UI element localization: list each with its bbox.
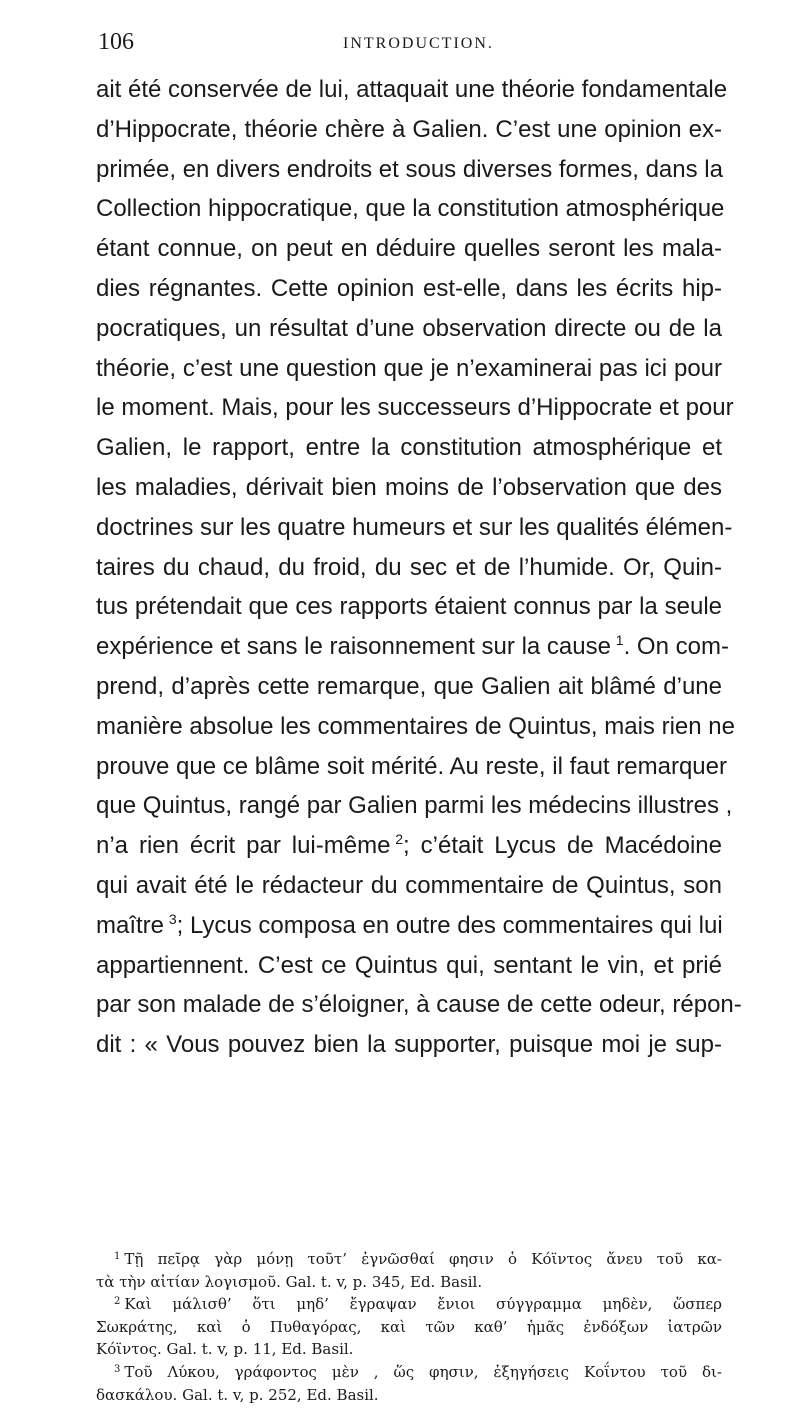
text-line: ait été conservée de lui, attaquait une théorie fondamentale <box>96 76 728 103</box>
text-line: par son malade de s’éloigner, à cause de cette odeur, répon- <box>96 991 742 1019</box>
text-fragment: ; Lycus composa en outre des commentaires qui lui <box>176 911 723 939</box>
footnote-2 <box>96 1293 722 1361</box>
body-text <box>96 70 742 1065</box>
text-line: Galien, le rapport, entre la constitution atmosphérique et <box>96 434 722 462</box>
footnote-3 <box>96 1361 722 1406</box>
text-fragment: . On com- <box>623 633 729 661</box>
text-line <box>96 627 729 667</box>
footnote-line <box>96 1248 722 1271</box>
text-line: qui avait été le rédacteur du commentaire de Quintus, son <box>96 871 722 899</box>
text-line: taires du chaud, du froid, du sec et de l’humide. Or, Quin- <box>96 553 722 581</box>
footnote-mark: 1 <box>114 1251 121 1262</box>
text-line: prend, d’après cette remarque, que Galien ait blâmé d’une <box>96 672 722 700</box>
footnotes <box>96 1248 722 1406</box>
footnote-line: Κόϊντος. Gal. t. v, p. 11, Ed. Basil. <box>96 1340 354 1359</box>
text-line: dies régnantes. Cette opinion est-elle, dans les écrits hip- <box>96 274 722 302</box>
footnote-mark: 2 <box>114 1296 121 1308</box>
running-head <box>98 22 728 62</box>
text-line: les maladies, dérivait bien moins de l’observation que des <box>96 473 722 501</box>
footnote-line: δασκάλου. Gal. t. v, p. 252, Ed. Basil. <box>96 1385 379 1404</box>
text-line: d’Hippocrate, théorie chère à Galien. C’est une opinion ex- <box>96 115 722 143</box>
footnote-line <box>96 1293 722 1316</box>
footnote-line: Σωκράτης, καὶ ὁ Πυθαγόρας, καὶ τῶν καθ’ ἡμᾶς ἐνδόξων ἰατρῶν <box>96 1317 722 1336</box>
text-fragment: expérience et sans le raisonnement sur la cause <box>96 633 611 661</box>
text-line: Collection hippocratique, que la constitution atmosphérique <box>96 195 725 223</box>
text-line: primée, en divers endroits et sous diverses formes, dans la <box>96 155 723 183</box>
page-number: 106 <box>98 29 134 55</box>
text-line: tus prétendait que ces rapports étaient connus par la seule <box>96 593 722 621</box>
footnote-text: Τῇ πεῖρᾳ γὰρ μόνῃ τοῦτ’ ἐγνῶσθαί φησιν ὁ Κόϊντος ἄνευ τοῦ κα- <box>124 1250 722 1268</box>
text-line: théorie, c’est une question que je n’examinerai pas ici pour <box>96 354 722 382</box>
text-line: que Quintus, rangé par Galien parmi les médecins illustres , <box>96 792 733 820</box>
text-fragment: maître <box>96 911 165 939</box>
footnote-mark: 3 <box>114 1363 121 1375</box>
text-fragment: n’a rien écrit par lui-même <box>96 832 391 860</box>
footnote-line <box>96 1361 722 1384</box>
text-line: pocratiques, un résultat d’une observation directe ou de la <box>96 314 722 342</box>
text-fragment: ; c’était Lycus de Macédoine <box>403 832 722 860</box>
text-line: doctrines sur les quatre humeurs et sur les qualités élémen- <box>96 513 733 541</box>
text-line: dit : « Vous pouvez bien la supporter, puisque moi je sup- <box>96 1031 722 1059</box>
text-line <box>96 826 722 866</box>
text-line: prouve que ce blâme soit mérité. Au reste, il faut remarquer <box>96 752 727 780</box>
text-line: le moment. Mais, pour les successeurs d’Hippocrate et pour <box>96 394 734 422</box>
footnote-text: Καὶ μάλισθ’ ὅτι μηδ’ ἔγραψαν ἔνιοι σύγγραμμα μηδὲν, ὥσπερ <box>124 1295 722 1314</box>
section-title: INTRODUCTION. <box>343 35 494 52</box>
text-line: étant connue, on peut en déduire quelles seront les mala- <box>96 235 722 263</box>
footnote-line: τὰ τὴν αἰτίαν λογισμοῦ. Gal. t. v, p. 345, Ed. Basil. <box>96 1272 483 1291</box>
text-line: manière absolue les commentaires de Quintus, mais rien ne <box>96 712 735 740</box>
note-ref-2[interactable]: 2 <box>395 831 404 848</box>
text-line <box>96 906 722 946</box>
note-ref-1[interactable]: 1 <box>615 632 624 649</box>
footnote-text: Τοῦ Λύκου, γράφοντος μὲν , ὥς φησιν, ἐξηγήσεις Κοΐντου τοῦ δι- <box>124 1362 722 1381</box>
text-line: appartiennent. C’est ce Quintus qui, sentant le vin, et prié <box>96 951 722 979</box>
note-ref-3[interactable]: 3 <box>168 910 177 927</box>
footnote-1 <box>96 1248 722 1293</box>
